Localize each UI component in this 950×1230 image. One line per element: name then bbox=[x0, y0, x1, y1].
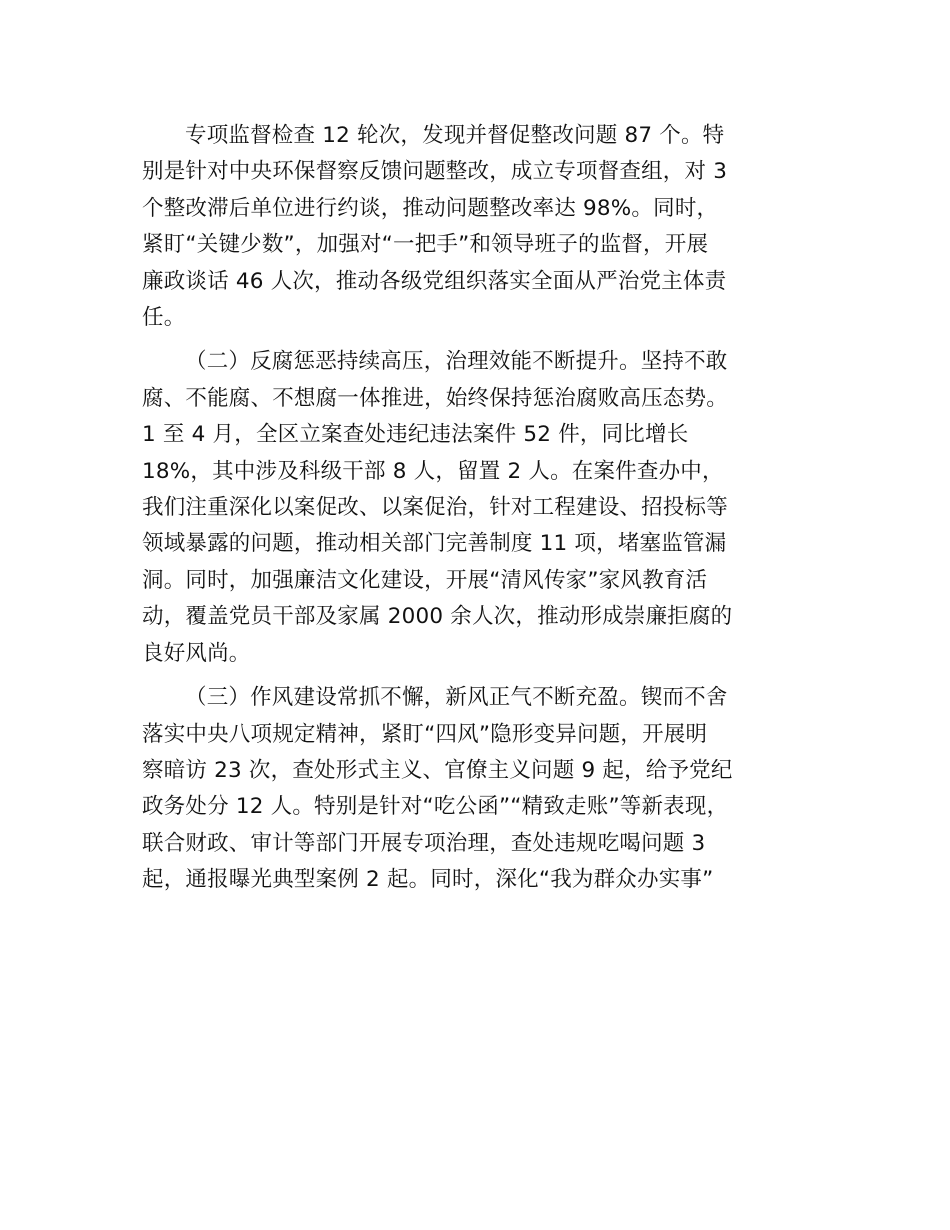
paragraph-line: 18%，其中涉及科级干部 8 人，留置 2 人。在案件查办中， bbox=[142, 458, 724, 484]
paragraph-line: 专项监督检查 12 轮次，发现并督促整改问题 87 个。特 bbox=[185, 123, 725, 148]
paragraph-line: 良好风尚。 bbox=[142, 640, 251, 666]
paragraph-line: 1 至 4 月，全区立案查处违纪违法案件 52 件，同比增长 bbox=[142, 422, 689, 448]
paragraph-line: 腐、不能腐、不想腐一体推进，始终保持惩治腐败高压态势。 bbox=[142, 385, 728, 411]
paragraph-line: 洞。同时，加强廉洁文化建设，开展“清风传家”家风教育活 bbox=[142, 567, 708, 593]
paragraph-spacer bbox=[142, 336, 810, 344]
paragraph-line: 紧盯“关键少数”，加强对“一把手”和领导班子的监督，开展 bbox=[142, 232, 709, 258]
paragraph-supervision bbox=[142, 118, 810, 336]
paragraph-anti-corruption bbox=[142, 344, 810, 672]
paragraph-work-style bbox=[142, 680, 810, 898]
paragraph-line: 任。 bbox=[142, 305, 186, 331]
document-body bbox=[142, 118, 810, 899]
paragraph-line: （二）反腐惩恶持续高压，治理效能不断提升。坚持不敢 bbox=[185, 349, 728, 375]
paragraph-line: 我们注重深化以案促改、以案促治，针对工程建设、招投标等 bbox=[142, 495, 728, 521]
paragraph-line: （三）作风建设常抓不懈，新风正气不断充盈。锲而不舍 bbox=[185, 685, 728, 711]
paragraph-line: 领域暴露的问题，推动相关部门完善制度 11 项，堵塞监管漏 bbox=[142, 531, 727, 557]
paragraph-line: 察暗访 23 次，查处形式主义、官僚主义问题 9 起，给予党纪 bbox=[142, 757, 733, 783]
paragraph-spacer bbox=[142, 672, 810, 680]
paragraph-line: 廉政谈话 46 人次，推动各级党组织落实全面从严治党主体责 bbox=[142, 268, 727, 294]
paragraph-line: 落实中央八项规定精神，紧盯“四风”隐形变异问题，开展明 bbox=[142, 721, 708, 747]
paragraph-line: 别是针对中央环保督察反馈问题整改，成立专项督查组，对 3 bbox=[142, 159, 728, 185]
paragraph-line: 起，通报曝光典型案例 2 起。同时，深化“我为群众办实事” bbox=[142, 867, 714, 893]
paragraph-line: 个整改滞后单位进行约谈，推动问题整改率达 98%。同时， bbox=[142, 195, 719, 221]
paragraph-line: 政务处分 12 人。特别是针对“吃公函”“精致走账”等新表现， bbox=[142, 794, 729, 820]
paragraph-line: 动，覆盖党员干部及家属 2000 余人次，推动形成崇廉拒腐的 bbox=[142, 604, 733, 630]
paragraph-line: 联合财政、审计等部门开展专项治理，查处违规吃喝问题 3 bbox=[142, 830, 706, 856]
